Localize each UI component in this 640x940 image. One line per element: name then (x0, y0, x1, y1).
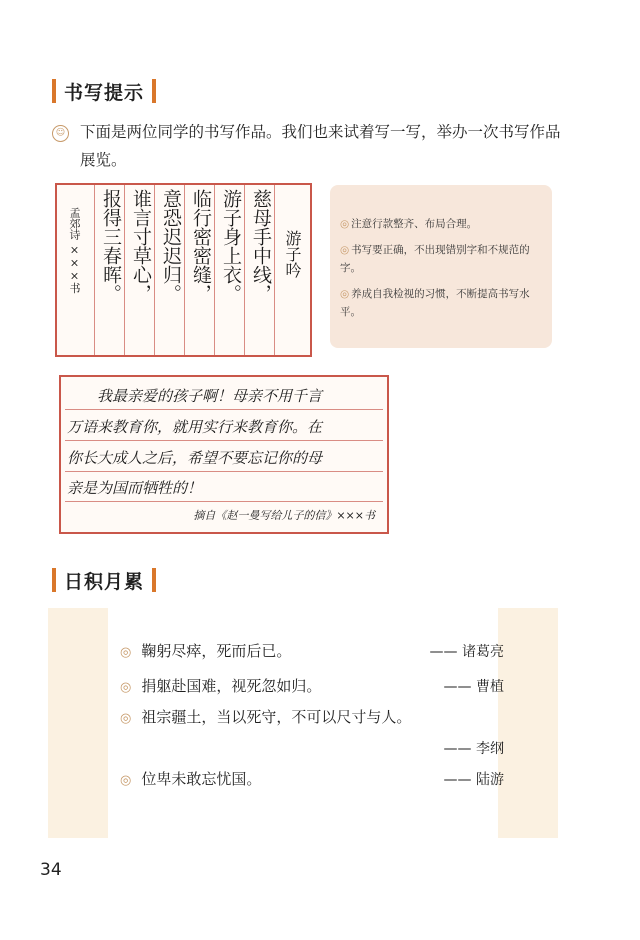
column-rule (184, 185, 185, 355)
section-title: 日积月累 (64, 570, 145, 593)
section-heading-writing-tips (52, 78, 156, 104)
quote-item: ◎ 捐躯赴国难，视死忽如归。 (120, 677, 322, 695)
section-heading-daily-accumulation (52, 567, 156, 593)
line-rule (65, 501, 383, 502)
tip-item: ◎ 书写要正确，不出现错别字和不规范的字。 (340, 244, 530, 274)
letter-line: 亲是为国而牺牲的！ (67, 479, 203, 497)
heading-bar-right (152, 79, 156, 103)
writing-tips-panel (330, 185, 552, 348)
column-rule (124, 185, 125, 355)
letter-line: 万语来教育你，就用实行来教育你。在 (67, 418, 323, 436)
line-rule (65, 409, 383, 410)
section-title: 书写提示 (64, 81, 145, 104)
bullseye-icon: ◎ (120, 680, 132, 695)
poem-line: 临行密密缝， (190, 189, 212, 303)
tip-item: ◎ 养成自我检视的习惯，不断提高书写水平。 (340, 288, 530, 318)
poem-line: 游子身上衣。 (220, 189, 242, 303)
bullseye-icon: ◎ (120, 773, 132, 788)
heading-bar-left (52, 79, 56, 103)
column-rule (244, 185, 245, 355)
poem-line: 慈母手中线， (250, 189, 272, 303)
poem-line: 报得三春晖。 (100, 189, 122, 303)
heading-bar-right (152, 568, 156, 592)
bullseye-icon: ◎ (340, 244, 350, 256)
quotes-panel (48, 608, 558, 838)
letter-line: 我最亲爱的孩子啊！母亲不用千言 (97, 387, 323, 405)
column-rule (214, 185, 215, 355)
poem-line: 谁言寸草心， (130, 189, 152, 303)
quote-author: —— 曹植 (443, 679, 504, 695)
letter-source: 摘自《赵一曼写给儿子的信》×××书 (193, 509, 375, 522)
poem-title: 游子吟 (283, 230, 302, 278)
quote-item: ◎ 鞠躬尽瘁，死而后已。 (120, 642, 292, 660)
line-rule (65, 440, 383, 441)
letter-line: 你长大成人之后，希望不要忘记你的母 (67, 449, 323, 467)
bullseye-icon: ◎ (340, 218, 350, 230)
tip-item: ◎ 注意行款整齐、布局合理。 (340, 218, 478, 230)
quote-author: —— 李纲 (443, 741, 504, 757)
poem-calligraphy-card (55, 183, 312, 357)
column-rule (94, 185, 95, 355)
column-rule (154, 185, 155, 355)
poem-signature: 孟郊诗 ×××书 (68, 207, 81, 294)
letter-calligraphy-card (59, 375, 389, 534)
page-number: 34 (40, 860, 62, 880)
bullseye-icon: ◎ (120, 711, 132, 726)
line-rule (65, 471, 383, 472)
quote-author: —— 陆游 (443, 772, 504, 788)
bullseye-icon: ◎ (120, 645, 132, 660)
quote-item: ◎ 位卑未敢忘忧国。 (120, 770, 262, 788)
quote-author: —— 诸葛亮 (429, 644, 504, 660)
quotes-inner (108, 608, 504, 838)
intro-text: 下面是两位同学的书写作品。我们也来试着写一写，举办一次书写作品展览。 (80, 123, 561, 169)
poem-line: 意恐迟迟归。 (160, 189, 182, 303)
column-rule (274, 185, 275, 355)
smile-icon: ☺ (52, 125, 69, 142)
bullseye-icon: ◎ (340, 288, 350, 300)
quote-item: ◎ 祖宗疆土，当以死守，不可以尺寸与人。 (120, 708, 412, 726)
heading-bar-left (52, 568, 56, 592)
